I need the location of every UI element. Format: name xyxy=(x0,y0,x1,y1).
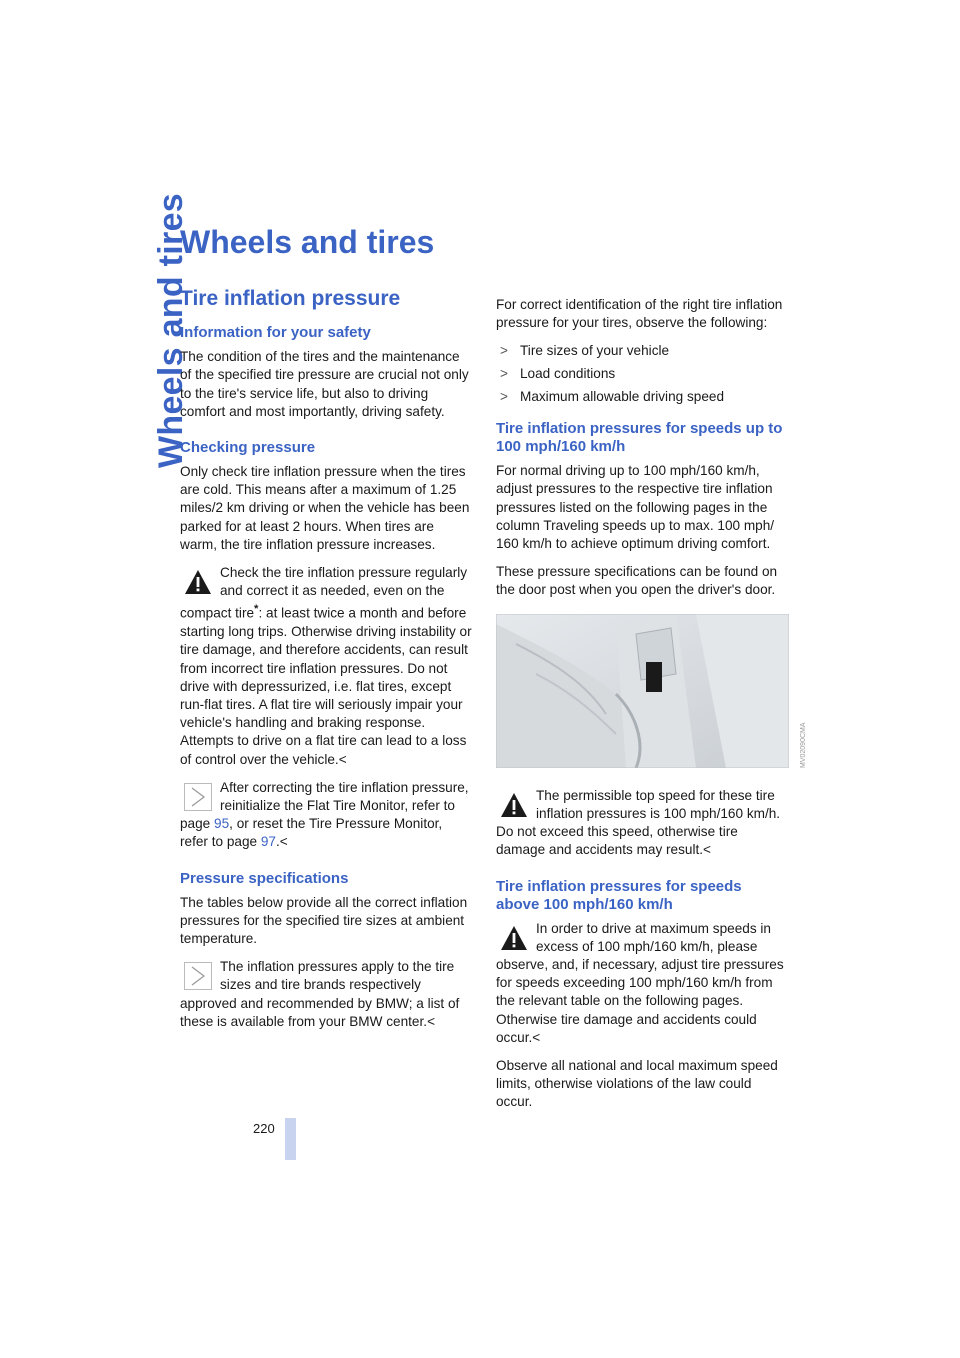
section-title: Tire inflation pressure xyxy=(180,287,401,310)
checking-heading: Checking pressure xyxy=(180,439,316,457)
option-star: * xyxy=(254,603,259,616)
upto-text-2: These pressure specifications can be found on the door post when you open the driver's door. xyxy=(496,564,778,598)
intro-text: For correct identification of the right tire inflation pressure for your tires, observe the following: xyxy=(496,297,783,331)
reinitialize-note: After correcting the tire inflation pressure, reinitialize the Flat Tire Monitor, refer to page 95, or reset the Tire Pressure Monitor, refer to page 97.< xyxy=(180,779,469,850)
link-page-97[interactable]: 97 xyxy=(260,834,276,850)
checking-text: Only check tire inflation pressure when the tires are cold. This means after a maximum of 1.25 miles/2 km driving or when the vehicle has been parked for at least 2 hours. When tires are warm, the tire inflation pressure increases. xyxy=(180,464,470,552)
safety-heading: Information for your safety xyxy=(180,324,371,342)
upto-text-1: For normal driving up to 100 mph/160 km/h, adjust pressures to the respective tire inflation pressures listed on the following pages in the column Traveling speeds up to max. 100 mph/ 160 km/h to achieve optimum driving comfort. xyxy=(496,463,775,552)
image-code: MV02090CMA xyxy=(800,722,807,768)
note-arrow-icon xyxy=(184,783,212,811)
right-column xyxy=(496,296,788,1122)
specs-text: The tables below provide all the correct inflation pressures for the specified tire sizes at ambient temperature. xyxy=(180,894,468,947)
list-item: > Maximum allowable driving speed xyxy=(500,389,724,404)
bullet-list xyxy=(496,342,788,406)
left-column xyxy=(180,287,472,1041)
warning-icon xyxy=(500,791,528,819)
door-post-photo xyxy=(496,614,789,768)
tire-check-warning: Check the tire inflation pressure regularly and correct it as needed, even on the compact tire*: at least twice a month and before starting long trips. Otherwise driving instability or tire damage, and therefore accidents, can result from incorrect tire inflation pressures. Do not drive with depressurized, i.e. flat tires, except run-flat tires. A flat tire will seriously impair your vehicle's handling and braking response. Attempts to drive on a flat tire can lead to a loss of control over the vehicle.< xyxy=(180,565,472,767)
warning-icon xyxy=(500,924,528,952)
side-chapter-title: Wheels and tires xyxy=(152,193,190,468)
upto-heading: Tire inflation pressures for speeds up to 100 mph/160 km/h xyxy=(496,420,783,456)
above-heading: Tire inflation pressures for speeds above 100 mph/160 km/h xyxy=(496,877,742,913)
speed-limit-text: Observe all national and local maximum speed limits, otherwise violations of the law could occur. xyxy=(496,1058,778,1110)
safety-text: The condition of the tires and the maintenance of the specified tire pressure are crucial not only to the tire's service life, but also to driving comfort and most importantly, driving safety. xyxy=(180,349,469,419)
link-page-95[interactable]: 95 xyxy=(214,816,230,832)
warning-icon xyxy=(184,568,212,596)
note-arrow-icon xyxy=(184,962,212,990)
specs-heading: Pressure specifications xyxy=(180,869,349,887)
page-bar xyxy=(285,1118,296,1160)
end-mark: < xyxy=(338,751,347,767)
list-item: > Tire sizes of your vehicle xyxy=(500,343,670,359)
top-speed-warning: The permissible top speed for these tire inflation pressures is 100 mph/160 km/h. Do not exceed this speed, otherwise tire damage and accidents may result.< xyxy=(496,787,781,858)
specs-note: The inflation pressures apply to the tire sizes and tire brands respectively approved and recommended by BMW; a list of these is available from your BMW center.< xyxy=(180,959,460,1029)
list-item: > Load conditions xyxy=(500,366,616,382)
page-title: Wheels and tires xyxy=(180,224,435,260)
high-speed-warning: In order to drive at maximum speeds in excess of 100 mph/160 km/h, please observe, and, if necessary, adjust tire pressures for speeds exceeding 100 mph/160 km/h from the relevant table on the following pages. Otherwise tire damage and accidents could occur.< xyxy=(496,920,784,1045)
page-number: 220 xyxy=(253,1121,275,1136)
